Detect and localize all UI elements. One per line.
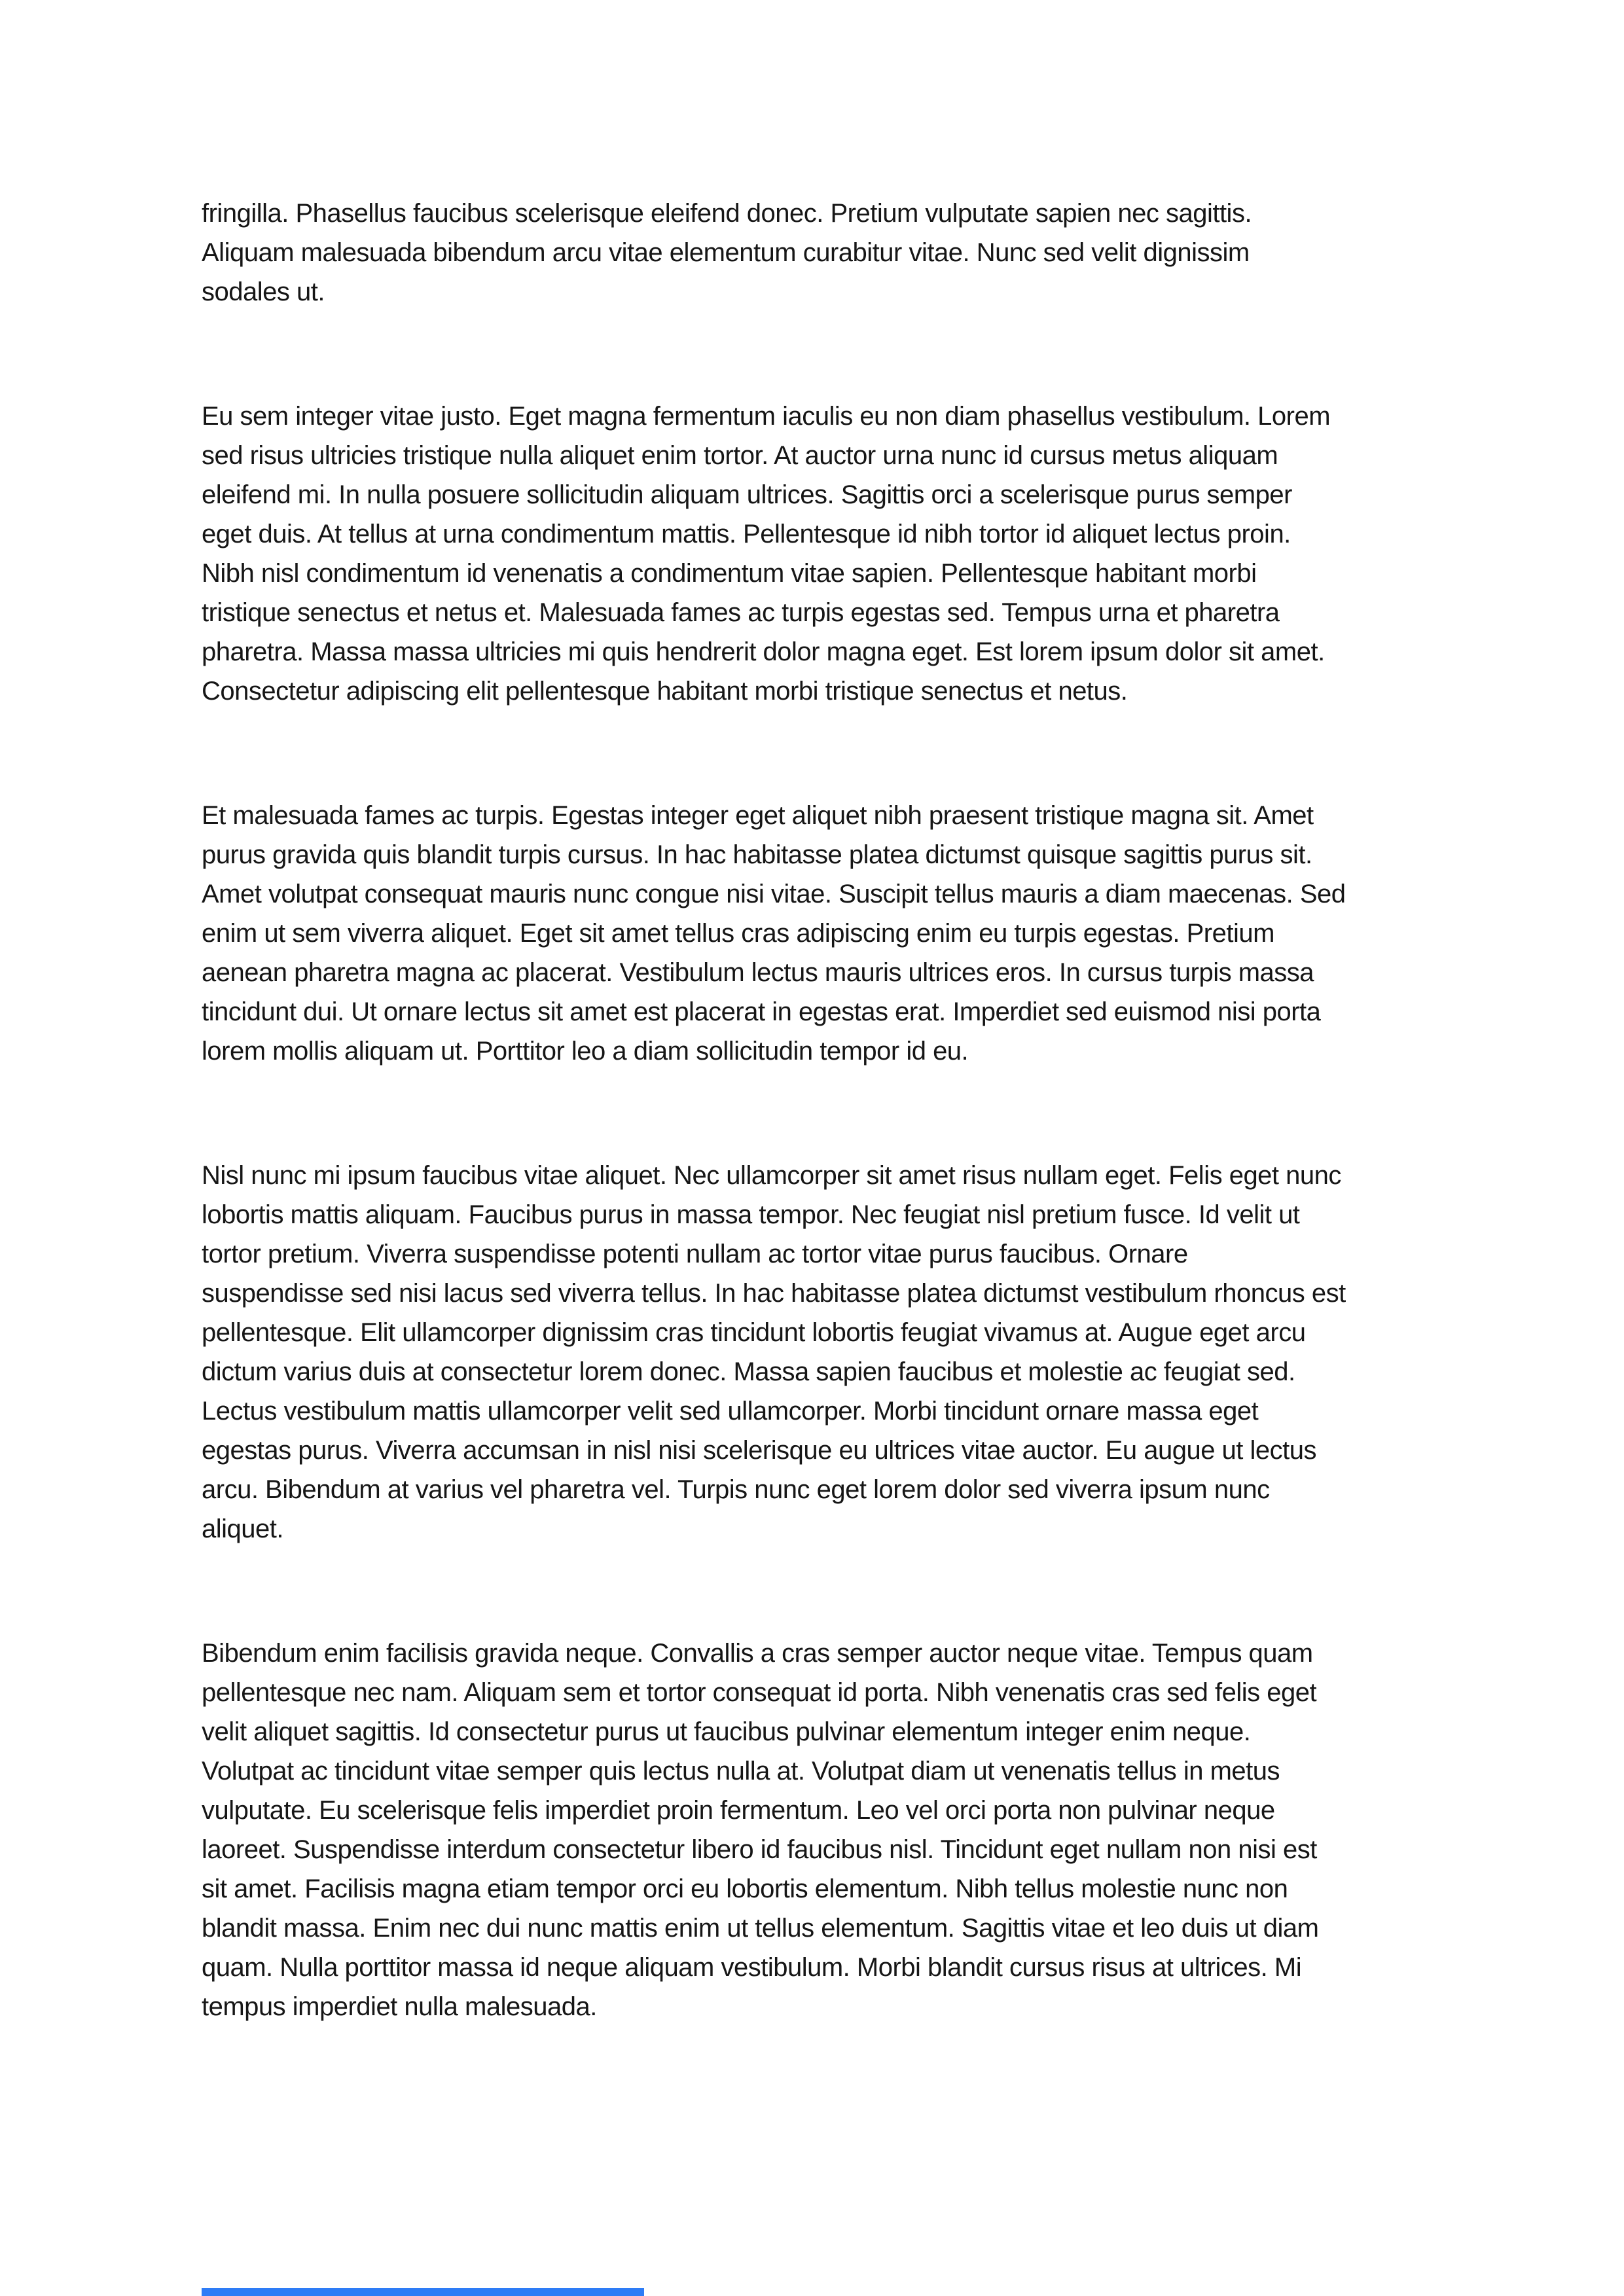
text-line: Nibh nisl condimentum id venenatis a condimentum vitae sapien. Pellentesque habitant morbi xyxy=(202,559,1257,588)
text-line: pharetra. Massa massa ultricies mi quis hendrerit dolor magna eget. Est lorem ipsum dolor sit amet. xyxy=(202,637,1325,666)
text-line: aenean pharetra magna ac placerat. Vestibulum lectus mauris ultrices eros. In cursus turpis massa xyxy=(202,958,1314,987)
text-line: blandit massa. Enim nec dui nunc mattis enim ut tellus elementum. Sagittis vitae et leo duis ut diam xyxy=(202,1914,1319,1943)
text-line: eget duis. At tellus at urna condimentum mattis. Pellentesque id nibh tortor id aliquet lectus proin. xyxy=(202,520,1291,548)
text-line: Nisl nunc mi ipsum faucibus vitae aliquet. Nec ullamcorper sit amet risus nullam eget. Felis eget nunc xyxy=(202,1161,1341,1190)
text-line: Eu sem integer vitae justo. Eget magna fermentum iaculis eu non diam phasellus vestibulum. Lorem xyxy=(202,402,1331,431)
text-line: fringilla. Phasellus faucibus scelerisque eleifend donec. Pretium vulputate sapien nec sagittis. xyxy=(202,199,1252,228)
text-line: Aliquam malesuada bibendum arcu vitae elementum curabitur vitae. Nunc sed velit dignissim xyxy=(202,238,1250,267)
text-line: laoreet. Suspendisse interdum consectetur libero id faucibus nisl. Tincidunt eget nullam non nisi est xyxy=(202,1835,1317,1864)
text-line: aliquet. xyxy=(202,1515,283,1543)
text-line: Consectetur adipiscing elit pellentesque habitant morbi tristique senectus et netus. xyxy=(202,677,1128,706)
text-line: tortor pretium. Viverra suspendisse potenti nullam ac tortor vitae purus faucibus. Ornare xyxy=(202,1240,1188,1268)
text-line: tincidunt dui. Ut ornare lectus sit amet est placerat in egestas erat. Imperdiet sed euismod nisi porta xyxy=(202,997,1321,1026)
document-body xyxy=(202,194,1431,2111)
text-line: enim ut sem viverra aliquet. Eget sit amet tellus cras adipiscing enim eu turpis egestas. Pretium xyxy=(202,919,1274,948)
text-line: arcu. Bibendum at varius vel pharetra vel. Turpis nunc eget lorem dolor sed viverra ipsum nunc xyxy=(202,1475,1270,1504)
text-line: Amet volutpat consequat mauris nunc congue nisi vitae. Suscipit tellus mauris a diam maecenas. Sed xyxy=(202,880,1346,908)
text-line: tempus imperdiet nulla malesuada. xyxy=(202,1992,597,2021)
text-line: velit aliquet sagittis. Id consectetur purus ut faucibus pulvinar elementum integer enim neque. xyxy=(202,1717,1251,1746)
text-line: suspendisse sed nisi lacus sed viverra tellus. In hac habitasse platea dictumst vestibulum rhoncus est xyxy=(202,1279,1346,1308)
text-line: Volutpat ac tincidunt vitae semper quis lectus nulla at. Volutpat diam ut venenatis tellus in metus xyxy=(202,1757,1280,1785)
page-bottom-accent-bar xyxy=(202,2288,644,2296)
text-line: pellentesque. Elit ullamcorper dignissim cras tincidunt lobortis feugiat vivamus at. Augue eget arcu xyxy=(202,1318,1306,1347)
text-line: egestas purus. Viverra accumsan in nisl nisi scelerisque eu ultrices vitae auctor. Eu augue ut lectus xyxy=(202,1436,1317,1465)
text-line: Et malesuada fames ac turpis. Egestas integer eget aliquet nibh praesent tristique magna sit. Amet xyxy=(202,801,1314,830)
text-line: Lectus vestibulum mattis ullamcorper velit sed ullamcorper. Morbi tincidunt ornare massa eget xyxy=(202,1397,1259,1426)
paragraph xyxy=(202,194,1431,312)
paragraph xyxy=(202,397,1431,711)
text-line: sed risus ultricies tristique nulla aliquet enim tortor. At auctor urna nunc id cursus metus aliquam xyxy=(202,441,1278,470)
text-line: Bibendum enim facilisis gravida neque. Convallis a cras semper auctor neque vitae. Tempus quam xyxy=(202,1639,1313,1668)
text-line: sit amet. Facilisis magna etiam tempor orci eu lobortis elementum. Nibh tellus molestie nunc non xyxy=(202,1874,1288,1903)
text-line: eleifend mi. In nulla posuere sollicitudin aliquam ultrices. Sagittis orci a scelerisque purus semper xyxy=(202,480,1292,509)
text-line: lorem mollis aliquam ut. Porttitor leo a diam sollicitudin tempor id eu. xyxy=(202,1037,969,1066)
paragraph xyxy=(202,1156,1431,1549)
text-line: dictum varius duis at consectetur lorem donec. Massa sapien faucibus et molestie ac feugiat sed. xyxy=(202,1357,1295,1386)
text-line: purus gravida quis blandit turpis cursus. In hac habitasse platea dictumst quisque sagittis purus sit. xyxy=(202,840,1312,869)
text-line: tristique senectus et netus et. Malesuada fames ac turpis egestas sed. Tempus urna et pharetra xyxy=(202,598,1280,627)
text-line: sodales ut. xyxy=(202,278,325,306)
text-line: pellentesque nec nam. Aliquam sem et tortor consequat id porta. Nibh venenatis cras sed felis eget xyxy=(202,1678,1317,1707)
paragraph xyxy=(202,796,1431,1071)
text-line: lobortis mattis aliquam. Faucibus purus in massa tempor. Nec feugiat nisl pretium fusce. Id velit ut xyxy=(202,1200,1300,1229)
text-line: quam. Nulla porttitor massa id neque aliquam vestibulum. Morbi blandit cursus risus at ultrices. Mi xyxy=(202,1953,1302,1982)
text-line: vulputate. Eu scelerisque felis imperdiet proin fermentum. Leo vel orci porta non pulvinar neque xyxy=(202,1796,1275,1825)
paragraph xyxy=(202,1634,1431,2026)
